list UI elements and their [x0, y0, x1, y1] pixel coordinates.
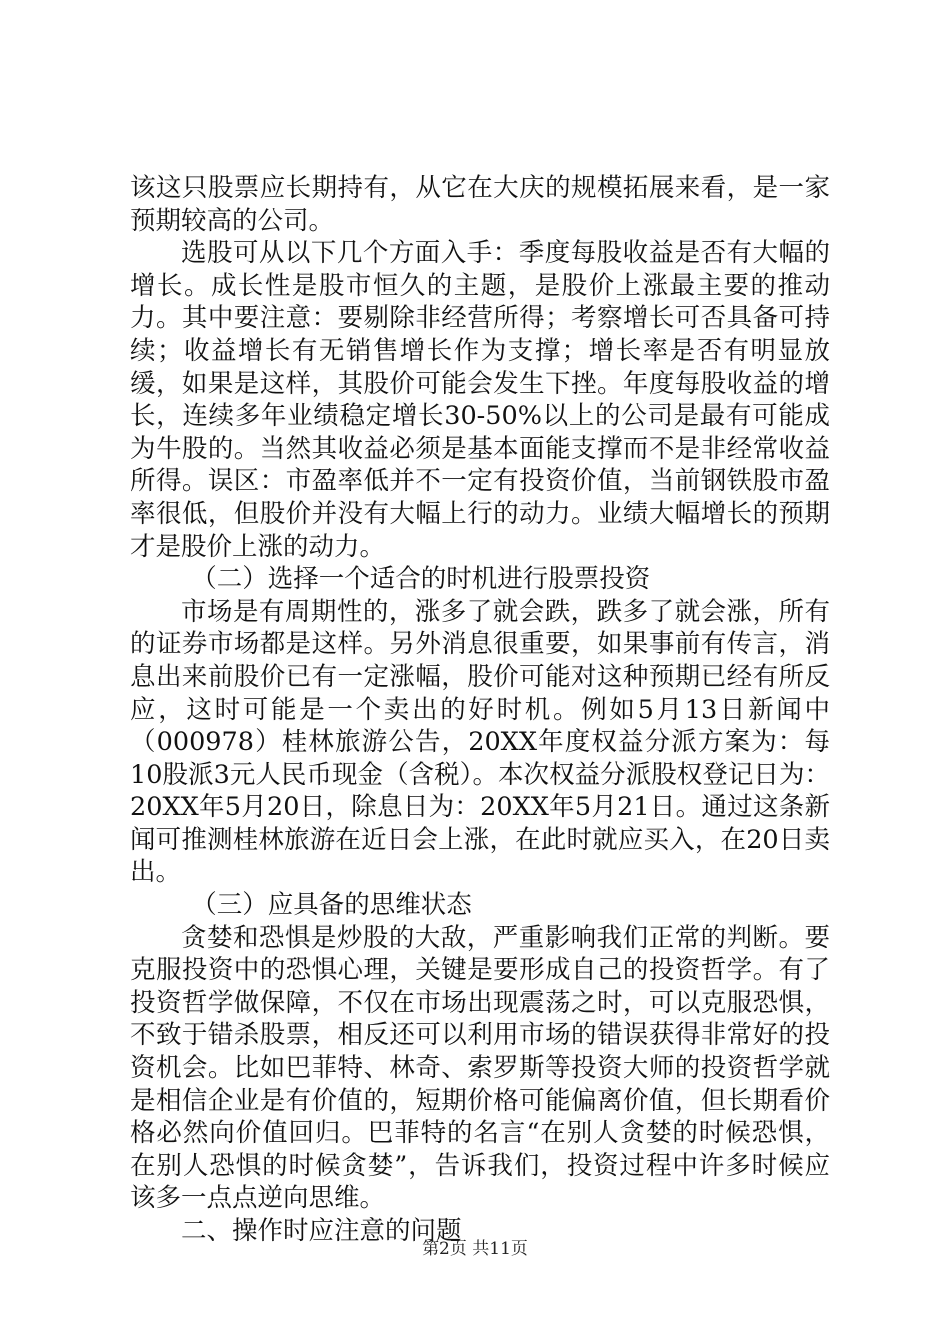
paragraph-continuation: 该这只股票应长期持有，从它在大庆的规模拓展来看，是一家预期较高的公司。: [130, 173, 830, 236]
section-heading-timing: （二）选择一个适合的时机进行股票投资: [191, 564, 651, 595]
paragraph-market-timing: 市场是有周期性的，涨多了就会跌，跌多了就会涨，所有的证券市场都是这样。另外消息很重要，如果事前有传言，消息出来前股价已有一定涨幅，股价可能对这种预期已经有所反应，这时可能是一个卖出的好时机。例如5月13日新闻中（000978）桂林旅游公告，20XX年度权益分派方案为：每10股派3元人民币现金（含税）。本次权益分派股权登记日为：20XX年5月20日，除息日为：20XX年5月21日。通过这条新闻可推测桂林旅游在近日会上涨，在此时就应买入，在20日卖出。: [130, 596, 830, 888]
section-heading-operation: 二、操作时应注意的问题: [181, 1216, 462, 1246]
paragraph-stock-selection: 选股可从以下几个方面入手：季度每股收益是否有大幅的增长。成长性是股市恒久的主题，是股价上涨最主要的推动力。其中要注意：要剔除非经营所得；考察增长可否具备可持续；收益增长有无销售增长作为支撑；增长率是否有明显放缓，如果是这样，其股价可能会发生下挫。年度每股收益的增长，连续多年业绩稳定增长30-50%以上的公司是最有可能成为牛股的。当然其收益必须是基本面能支撑而不是非经常收益所得。误区：市盈率低并不一定有投资价值，当前钢铁股市盈率很低，但股价并没有大幅上行的动力。业绩大幅增长的预期才是股价上涨的动力。: [130, 238, 830, 562]
section-heading-mindset: （三）应具备的思维状态: [191, 890, 472, 921]
document-body: [130, 172, 830, 1248]
paragraph-mindset: 贪婪和恐惧是炒股的大敌，严重影响我们正常的判断。要克服投资中的恐惧心理，关键是要形成自己的投资哲学。有了投资哲学做保障，不仅在市场出现震荡之时，可以克服恐惧，不致于错杀股票，相反还可以利用市场的错误获得非常好的投资机会。比如巴菲特、林奇、索罗斯等投资大师的投资哲学就是相信企业是有价值的，短期价格可能偏离价值，但长期看价格必然向价值回归。巴菲特的名言“在别人贪婪的时候恐惧，在别人恐惧的时候贪婪”，告诉我们，投资过程中许多时候应该多一点点逆向思维。: [130, 922, 830, 1214]
page-number-footer: 第2页 共11页: [422, 1239, 528, 1259]
